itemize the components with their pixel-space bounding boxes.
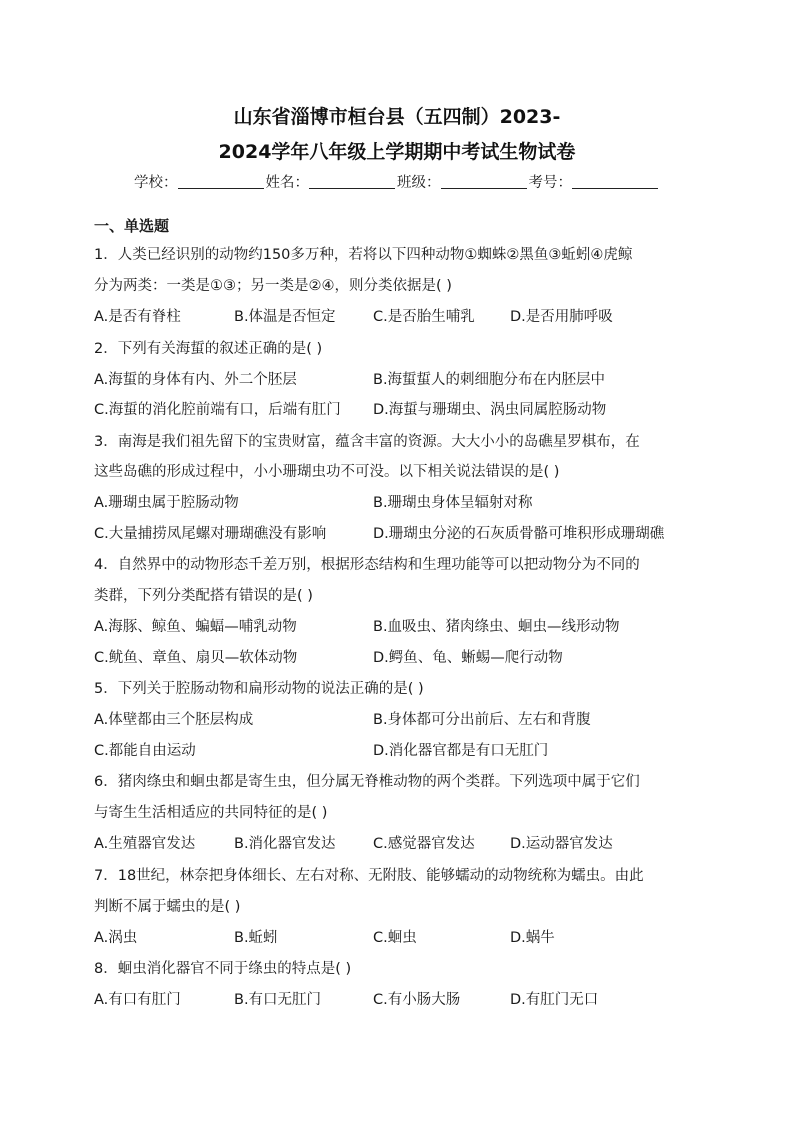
question-4-line-1: 4．自然界中的动物形态千差万别，根据形态结构和生理功能等可以把动物分为不同的 [94,557,640,573]
q6-option-b: B.消化器官发达 [234,836,336,852]
exam-number-label: 考号： [528,175,572,191]
q2-option-d: D.海蜇与珊瑚虫、涡虫同属腔肠动物 [373,402,607,418]
school-blank[interactable] [178,174,264,189]
q1-option-c: C.是否胎生哺乳 [373,309,475,325]
q5-option-a: A.体壁都由三个胚层构成 [94,712,254,728]
student-info-row [0,171,794,192]
q5-option-c: C.都能自由运动 [94,743,196,759]
q3-option-d: D.珊瑚虫分泌的石灰质骨骼可堆积形成珊瑚礁 [373,526,665,542]
q3-option-c: C.大量捕捞凤尾螺对珊瑚礁没有影响 [94,526,327,542]
q8-option-b: B.有口无肛门 [234,992,322,1008]
class-label: 班级： [397,175,441,191]
q3-option-a: A.珊瑚虫属于腔肠动物 [94,495,239,511]
q7-option-a: A.涡虫 [94,930,138,946]
q7-option-b: B.蚯蚓 [234,930,278,946]
q3-option-b: B.珊瑚虫身体呈辐射对称 [373,495,533,511]
section-heading: 一、单选题 [94,217,170,235]
q8-option-d: D.有肛门无口 [510,992,599,1008]
q5-option-b: B.身体都可分出前后、左右和背腹 [373,712,591,728]
name-field [266,171,398,192]
class-field [397,171,529,192]
q6-option-a: A.生殖器官发达 [94,836,196,852]
question-7-line-2: 判断不属于蠕虫的是( ) [94,899,241,915]
question-3-line-2: 这些岛礁的形成过程中，小小珊瑚虫功不可没。以下相关说法错误的是( ) [94,464,560,480]
q8-option-c: C.有小肠大肠 [373,992,461,1008]
question-1-line-1: 1．人类已经识别的动物约150多万种，若将以下四种动物①蜘蛛②黑鱼③蚯蚓④虎鲸 [94,247,633,263]
q1-option-a: A.是否有脊柱 [94,309,181,325]
name-label: 姓名： [265,175,309,191]
q4-option-c: C.鱿鱼、章鱼、扇贝—软体动物 [94,650,298,666]
question-3-line-1: 3．南海是我们祖先留下的宝贵财富，蕴含丰富的资源。大大小小的岛礁星罗棋布，在 [94,434,640,450]
q7-option-c: C.蛔虫 [373,930,417,946]
q7-option-d: D.蜗牛 [510,930,555,946]
q2-option-c: C.海蜇的消化腔前端有口，后端有肛门 [94,402,341,418]
exam-number-blank[interactable] [572,174,658,189]
question-5-line-1: 5．下列关于腔肠动物和扁形动物的说法正确的是( ) [94,681,424,697]
q8-option-a: A.有口有肛门 [94,992,181,1008]
name-blank[interactable] [309,174,395,189]
question-7-line-1: 7．18世纪，林奈把身体细长、左右对称、无附肢、能够蠕动的动物统称为蠕虫。由此 [94,868,644,884]
q5-option-d: D.消化器官都是有口无肛门 [373,743,549,759]
question-8-line-1: 8．蛔虫消化器官不同于绦虫的特点是( ) [94,961,352,977]
school-label: 学校： [134,175,178,191]
exam-number-field [529,171,661,192]
school-field [134,171,266,192]
question-1-line-2: 分为两类：一类是①③；另一类是②④，则分类依据是( ) [94,278,452,294]
q6-option-c: C.感觉器官发达 [373,836,475,852]
q1-option-d: D.是否用肺呼吸 [510,309,613,325]
question-2-line-1: 2．下列有关海蜇的叙述正确的是( ) [94,341,323,357]
q4-option-d: D.鳄鱼、龟、蜥蜴—爬行动物 [373,650,563,666]
q4-option-b: B.血吸虫、猪肉绦虫、蛔虫—线形动物 [373,619,620,635]
q6-option-d: D.运动器官发达 [510,836,613,852]
q2-option-b: B.海蜇蜇人的刺细胞分布在内胚层中 [373,372,606,388]
exam-title-line-2: 2024学年八年级上学期期中考试生物试卷 [218,141,576,163]
class-blank[interactable] [441,174,527,189]
q4-option-a: A.海豚、鲸鱼、蝙蝠—哺乳动物 [94,619,297,635]
q1-option-b: B.体温是否恒定 [234,309,336,325]
q2-option-a: A.海蜇的身体有内、外二个胚层 [94,372,297,388]
question-6-line-2: 与寄生生活相适应的共同特征的是( ) [94,805,328,821]
question-4-line-2: 类群，下列分类配搭有错误的是( ) [94,588,313,604]
question-6-line-1: 6．猪肉绦虫和蛔虫都是寄生虫，但分属无脊椎动物的两个类群。下列选项中属于它们 [94,774,640,790]
exam-title-line-1: 山东省淄博市桓台县（五四制）2023- [233,106,561,128]
